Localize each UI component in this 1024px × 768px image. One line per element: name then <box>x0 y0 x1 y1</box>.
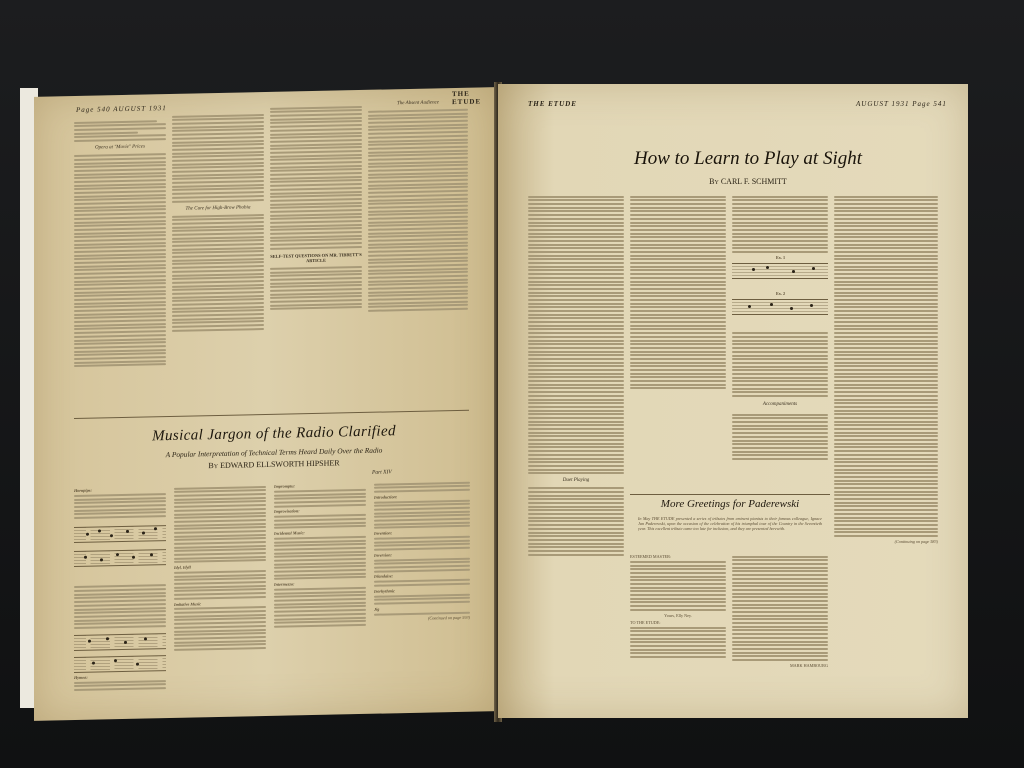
salutation: ESTEEMED MASTER: <box>630 554 672 559</box>
music-staff <box>732 299 828 315</box>
continued-note: (Continuing on page 583) <box>894 538 938 544</box>
right-page <box>498 84 968 718</box>
left-column-4 <box>368 96 468 403</box>
music-examples <box>74 519 166 585</box>
section-heading: Opera at "Movie" Prices <box>95 144 145 151</box>
music-examples <box>732 255 828 331</box>
magazine-spread <box>20 78 968 718</box>
article-title: Musical Jargon of the Radio Clarified <box>152 423 396 445</box>
signature: MARK HAMBOURG <box>789 662 828 668</box>
music-examples <box>74 629 166 675</box>
example-label: Ex. 1 <box>776 254 786 260</box>
signature: Yours, Elly Ney. <box>664 612 692 618</box>
left-running-head: THE ETUDE <box>452 89 482 107</box>
greetings-column-1 <box>630 554 726 714</box>
article-title: How to Learn to Play at Sight <box>634 148 862 169</box>
right-column-1 <box>528 194 624 714</box>
continued-note: (Continued on page 593) <box>428 614 470 621</box>
example-label: Ex. 2 <box>776 290 786 296</box>
right-page-header-left: THE ETUDE <box>528 100 577 108</box>
left-page-header: Page 540 AUGUST 1931 <box>76 104 167 114</box>
left-column-1 <box>74 118 166 425</box>
term-improvisation: Improvisation: <box>274 508 300 515</box>
term-jig: Jig <box>374 606 380 612</box>
right-column-4 <box>834 194 938 714</box>
section-heading: Duet Playing <box>562 478 590 484</box>
term-invention: Invention: <box>374 530 393 536</box>
greetings-column-2 <box>732 554 828 714</box>
article-part: Part XIV <box>372 469 392 476</box>
right-column-3 <box>732 194 828 414</box>
divider <box>630 494 830 495</box>
music-staff <box>74 655 166 673</box>
term-impromptu: Impromptu: <box>274 483 295 489</box>
article-byline: By EDWARD ELLSWORTH HIPSHER <box>208 458 340 471</box>
section-heading: The Absent Audience <box>396 100 440 107</box>
left-column-3 <box>270 104 362 411</box>
left-page <box>34 87 496 721</box>
glossary-column-2 <box>174 484 266 712</box>
term-introduction: Introduction: <box>374 493 398 500</box>
article-subtitle: A Popular Interpretation of Technical Terms Heard Daily Over the Radio <box>165 445 383 460</box>
term-inversion: Inversion: <box>374 552 392 558</box>
letter-heading: TO THE ETUDE: <box>630 619 661 625</box>
term-incidental-music: Incidental Music: <box>274 530 305 536</box>
music-staff <box>74 549 166 567</box>
accompaniments-text <box>732 412 828 492</box>
glossary-column-3 <box>274 482 366 710</box>
term-idyl: Idyl, Idyll <box>174 564 191 571</box>
right-page-header-right: AUGUST 1931 Page 541 <box>856 100 947 108</box>
term-hornpipe: Hornpipe: <box>74 487 92 494</box>
term-isorhythmic: Isorhythmic <box>374 587 395 594</box>
music-staff <box>732 263 828 279</box>
greetings-intro: In May THE ETUDE presented a series of tributes from eminent pianists to their famous colleague, Ignace Jan Paderewski, upon the occasion of the celebration of his triumphal tour of the Country in the Seventieth year. This excellent tribute came too late for inclusion, and they are presented herewith. <box>638 516 822 532</box>
term-intermezzo: Intermezzo: <box>274 581 295 587</box>
quiz-heading: SELF-TEST QUESTIONS ON MR. TIBBETT'S ARTICLE <box>270 251 362 263</box>
term-imitative-music: Imitative Music <box>174 600 202 607</box>
article-byline: By CARL F. SCHMITT <box>709 177 787 186</box>
right-column-2 <box>630 194 726 414</box>
term-hymns: Hymns: <box>74 674 88 680</box>
term-irlandaise: Irlandaise: <box>374 573 394 580</box>
left-column-2 <box>172 112 264 419</box>
section-heading: The Cure for High-Brow Phobia <box>185 204 251 212</box>
glossary-column-1 <box>74 486 166 714</box>
glossary-column-4 <box>374 480 470 708</box>
section-heading: Accompaniments <box>762 402 798 407</box>
greetings-title: More Greetings for Paderewski <box>660 498 800 510</box>
